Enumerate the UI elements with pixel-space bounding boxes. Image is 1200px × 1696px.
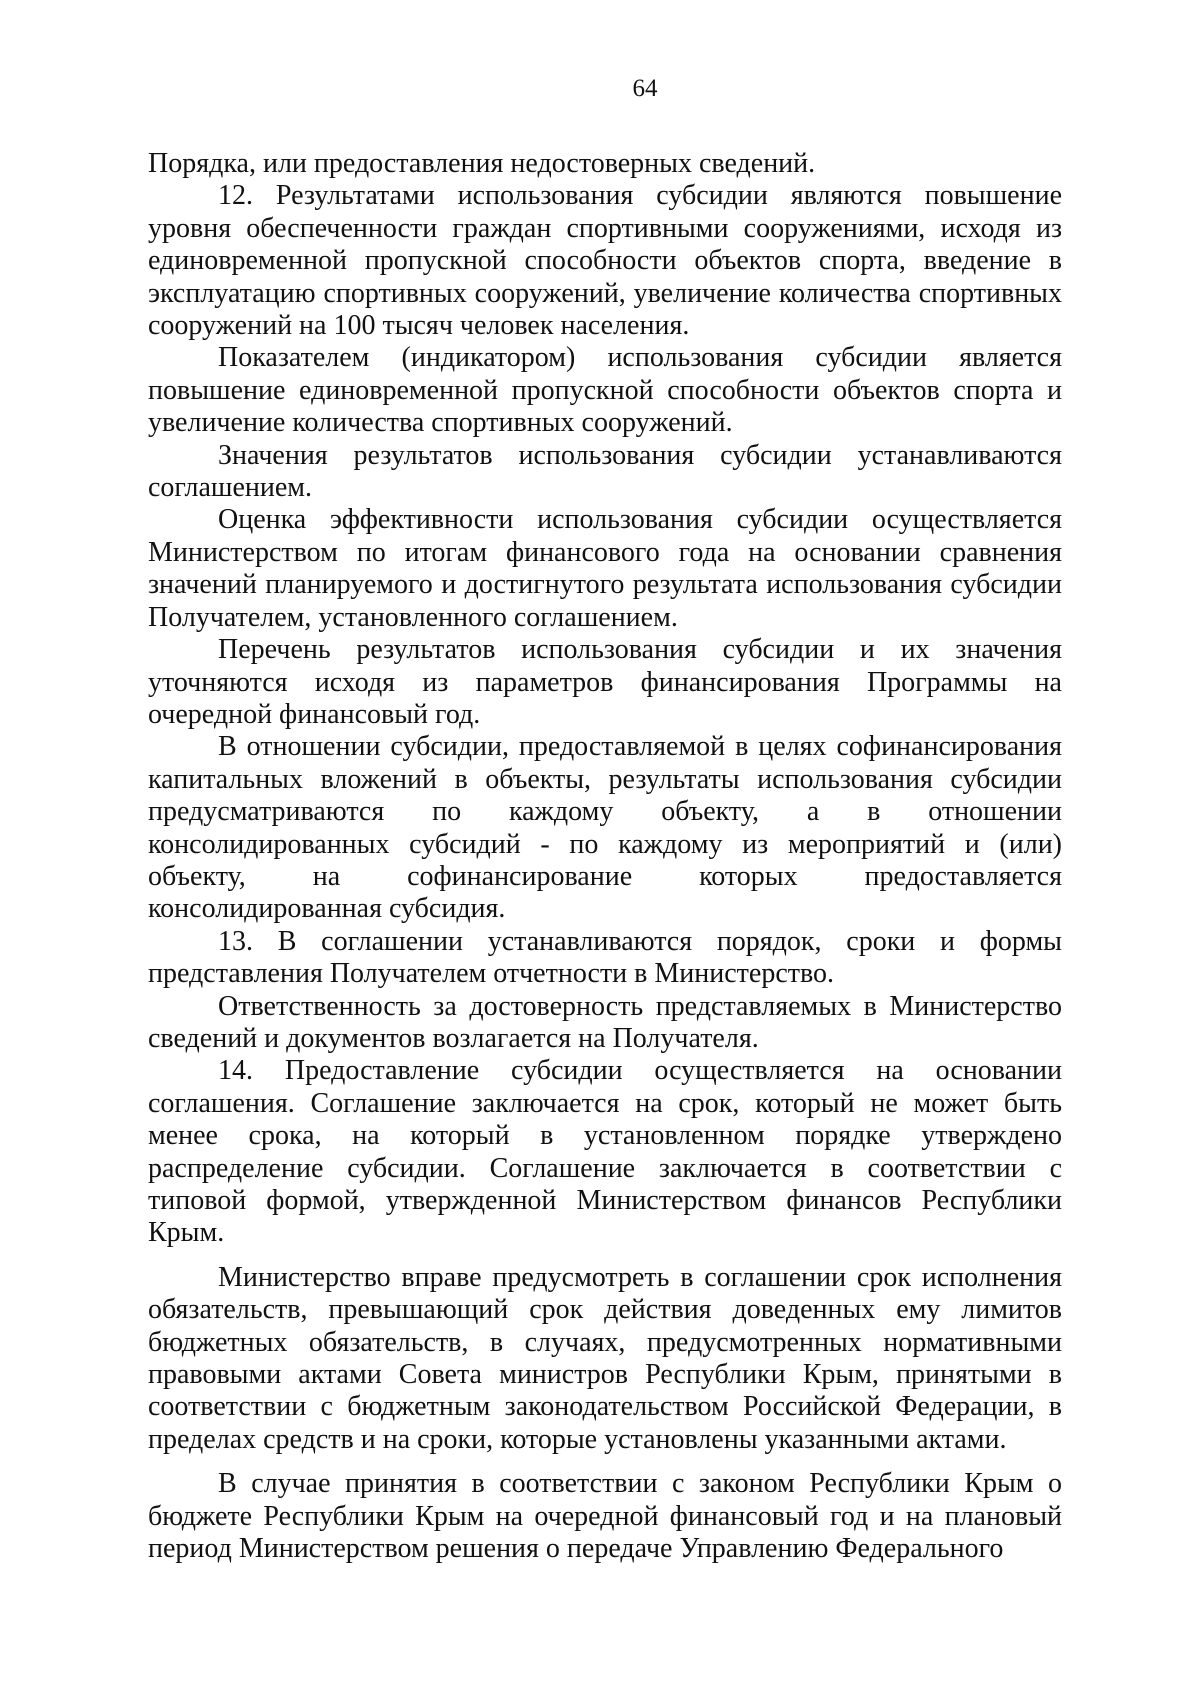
paragraph-efficiency-assessment: Оценка эффективности использования субсидии осуществляется Министерством по итогам финансового года на основании сравнения значений планируемого и достигнутого результата использования субсидии Получателем, установленного соглашением. — [148, 504, 1062, 633]
paragraph-ministry-right: Министерство вправе предусмотреть в соглашении срок исполнения обязательств, превышающий срок действия доведенных ему лимитов бюджетных обязательств, в случаях, предусмотренных нормативными правовыми актами Совета министров Республики Крым, принятыми в соответствии с бюджетным законодательством Российской Федерации, в пределах средств и на сроки, которые установлены указанными актами. — [148, 1261, 1062, 1455]
paragraph-continuation: Порядка, или предоставления недостоверных сведений. — [148, 148, 816, 179]
paragraph-item-14: 14. Предоставление субсидии осуществляется на основании соглашения. Соглашение заключается на срок, который не может быть менее срока, на который в установленном порядке утверждено распределение субсидии. Соглашение заключается в соответствии с типовой формой, утвержденной Министерством финансов Республики Крым. — [148, 1055, 1062, 1249]
paragraph-item-13: 13. В соглашении устанавливаются порядок, сроки и формы представления Получателем отчетности в Министерство. — [148, 925, 1062, 990]
paragraph-result-values: Значения результатов использования субсидии устанавливаются соглашением. — [148, 439, 1062, 504]
paragraph-capital-investments: В отношении субсидии, предоставляемой в целях софинансирования капитальных вложений в объекты, результаты использования субсидии предусматриваются по каждому объекту, а в отношении консолидированных субсидий - по каждому из мероприятий и (или) объекту, на софинансирование которых предоставляется консолидированная субсидия. — [148, 731, 1062, 925]
paragraph-budget-decision: В случае принятия в соответствии с законом Республики Крым о бюджете Республики Крым на очередной финансовый год и на плановый период Министерством решения о передаче Управлению Федерального — [148, 1468, 1062, 1565]
page-number: 64 — [632, 75, 658, 102]
paragraph-results-list: Перечень результатов использования субсидии и их значения уточняются исходя из параметров финансирования Программы на очередной финансовый год. — [148, 634, 1062, 730]
paragraph-indicator: Показателем (индикатором) использования субсидии является повышение единовременной пропускной способности объектов спорта и увеличение количества спортивных сооружений. — [148, 342, 1062, 439]
document-body — [148, 148, 1062, 1565]
paragraph-responsibility: Ответственность за достоверность представляемых в Министерство сведений и документов возлагается на Получателя. — [148, 990, 1062, 1054]
paragraph-item-12: 12. Результатами использования субсидии являются повышение уровня обеспеченности граждан спортивными сооружениями, исходя из единовременной пропускной способности объектов спорта, введение в эксплуатацию спортивных сооружений, увеличение количества спортивных сооружений на 100 тысяч человек населения. — [148, 180, 1062, 342]
